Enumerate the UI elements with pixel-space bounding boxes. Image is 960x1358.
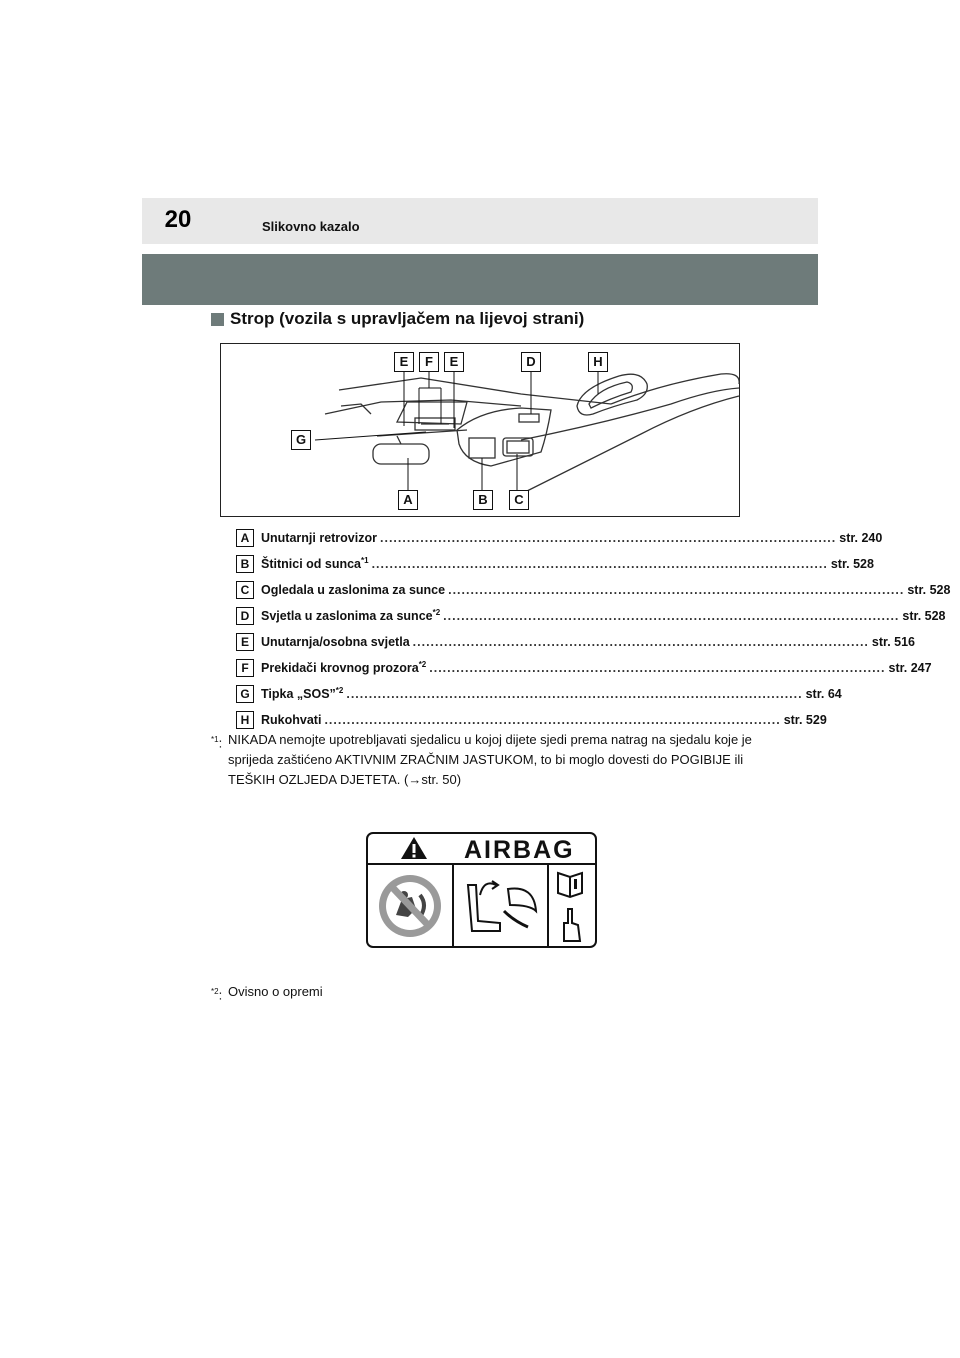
legend-label: Svjetla u zaslonima za sunce$^{*2}$ bbox=[261, 608, 441, 624]
legend-letter: A bbox=[236, 529, 254, 547]
legend-item bbox=[236, 603, 946, 629]
footnote-ref: *2 bbox=[432, 608, 441, 618]
airbag-word: AIRBAG bbox=[464, 836, 575, 864]
legend-letter: F bbox=[236, 659, 254, 677]
footnote-1 bbox=[211, 730, 758, 790]
footnote-ref: *2 bbox=[418, 660, 427, 670]
ceiling-figure bbox=[220, 343, 740, 517]
legend-page-ref[interactable]: str. 528 bbox=[907, 583, 951, 597]
legend-label: Prekidači krovnog prozora$^{*2}$ bbox=[261, 660, 427, 676]
callout-a: A bbox=[398, 490, 418, 510]
legend-label: Rukohvati bbox=[261, 713, 322, 727]
footnote-2 bbox=[211, 982, 758, 1002]
legend-item bbox=[236, 525, 883, 551]
leader-dots: ...................................................................................................... bbox=[448, 583, 905, 597]
section-heading bbox=[211, 309, 584, 329]
legend-page-ref[interactable]: str. 247 bbox=[888, 661, 932, 675]
callout-e-left: E bbox=[394, 352, 414, 372]
header-bar bbox=[142, 198, 818, 244]
legend-page-ref[interactable]: str. 240 bbox=[839, 531, 883, 545]
footnote-ref: *1 bbox=[361, 556, 369, 566]
page-number: 20 bbox=[164, 206, 192, 233]
leader-dots: ...................................................................................................... bbox=[371, 557, 828, 571]
callout-h: H bbox=[588, 352, 608, 372]
legend-letter: G bbox=[236, 685, 254, 703]
callout-f: F bbox=[419, 352, 439, 372]
legend-page-ref[interactable]: str. 528 bbox=[830, 557, 874, 571]
leader-dots: ...................................................................................................... bbox=[443, 609, 900, 623]
legend-label: Unutarnji retrovizor bbox=[261, 531, 377, 545]
legend-label: Unutarnja/osobna svjetla bbox=[261, 635, 410, 649]
legend-item bbox=[236, 681, 842, 707]
callout-g: G bbox=[291, 430, 311, 450]
legend-letter: C bbox=[236, 581, 254, 599]
airbag-pictograms bbox=[368, 865, 595, 948]
legend-label: Tipka „SOS”$^{*2}$ bbox=[261, 686, 344, 702]
leader-dots: ...................................................................................................... bbox=[380, 531, 837, 545]
legend-label: Ogledala u zaslonima za sunce bbox=[261, 583, 446, 597]
footnote-ref: *2 bbox=[335, 686, 344, 696]
footnote-2-text: Ovisno o opremi bbox=[228, 984, 323, 999]
legend-list bbox=[236, 525, 951, 733]
legend-item bbox=[236, 655, 932, 681]
callout-d: D bbox=[521, 352, 541, 372]
header-title: Slikovno kazalo bbox=[262, 219, 360, 234]
callout-c: C bbox=[509, 490, 529, 510]
leader-dots: ...................................................................................................... bbox=[429, 661, 886, 675]
footnote-1-mark: $^{*1}$: bbox=[211, 735, 223, 751]
footnote-1-text: NIKADA nemojte upotrebljavati sjedalicu u kojoj dijete sjedi prema natrag na sjedalu koje je sprijeda zaštićeno AKTIVNIM ZRAČNIM JASTUKOM, to bi moglo dovesti do POGIBIJE ili TEŠKIH OZLJEDA DJETETA. (→str. 50) bbox=[228, 732, 752, 787]
leader-dots: ...................................................................................................... bbox=[324, 713, 781, 727]
legend-letter: D bbox=[236, 607, 254, 625]
section-band bbox=[142, 254, 818, 305]
legend-item bbox=[236, 629, 915, 655]
airbag-label-header bbox=[368, 834, 595, 865]
leader-dots: ...................................................................................................... bbox=[412, 635, 869, 649]
callout-e-right: E bbox=[444, 352, 464, 372]
leader-dots: ...................................................................................................... bbox=[346, 687, 803, 701]
legend-letter: H bbox=[236, 711, 254, 729]
legend-letter: E bbox=[236, 633, 254, 651]
legend-item bbox=[236, 577, 951, 603]
legend-item bbox=[236, 551, 874, 577]
callout-b: B bbox=[473, 490, 493, 510]
legend-page-ref[interactable]: str. 64 bbox=[805, 687, 842, 701]
legend-page-ref[interactable]: str. 529 bbox=[783, 713, 827, 727]
heading-bullet-icon bbox=[211, 313, 224, 326]
footnote-2-mark: $^{*2}$: bbox=[211, 987, 223, 1003]
warning-triangle-icon bbox=[396, 834, 436, 863]
legend-letter: B bbox=[236, 555, 254, 573]
section-heading-text: Strop (vozila s upravljačem na lijevoj strani) bbox=[230, 309, 585, 328]
airbag-warning-label bbox=[366, 832, 597, 948]
legend-page-ref[interactable]: str. 516 bbox=[871, 635, 915, 649]
legend-label: Štitnici od sunca$^{*1}$ bbox=[261, 556, 369, 572]
legend-page-ref[interactable]: str. 528 bbox=[902, 609, 946, 623]
